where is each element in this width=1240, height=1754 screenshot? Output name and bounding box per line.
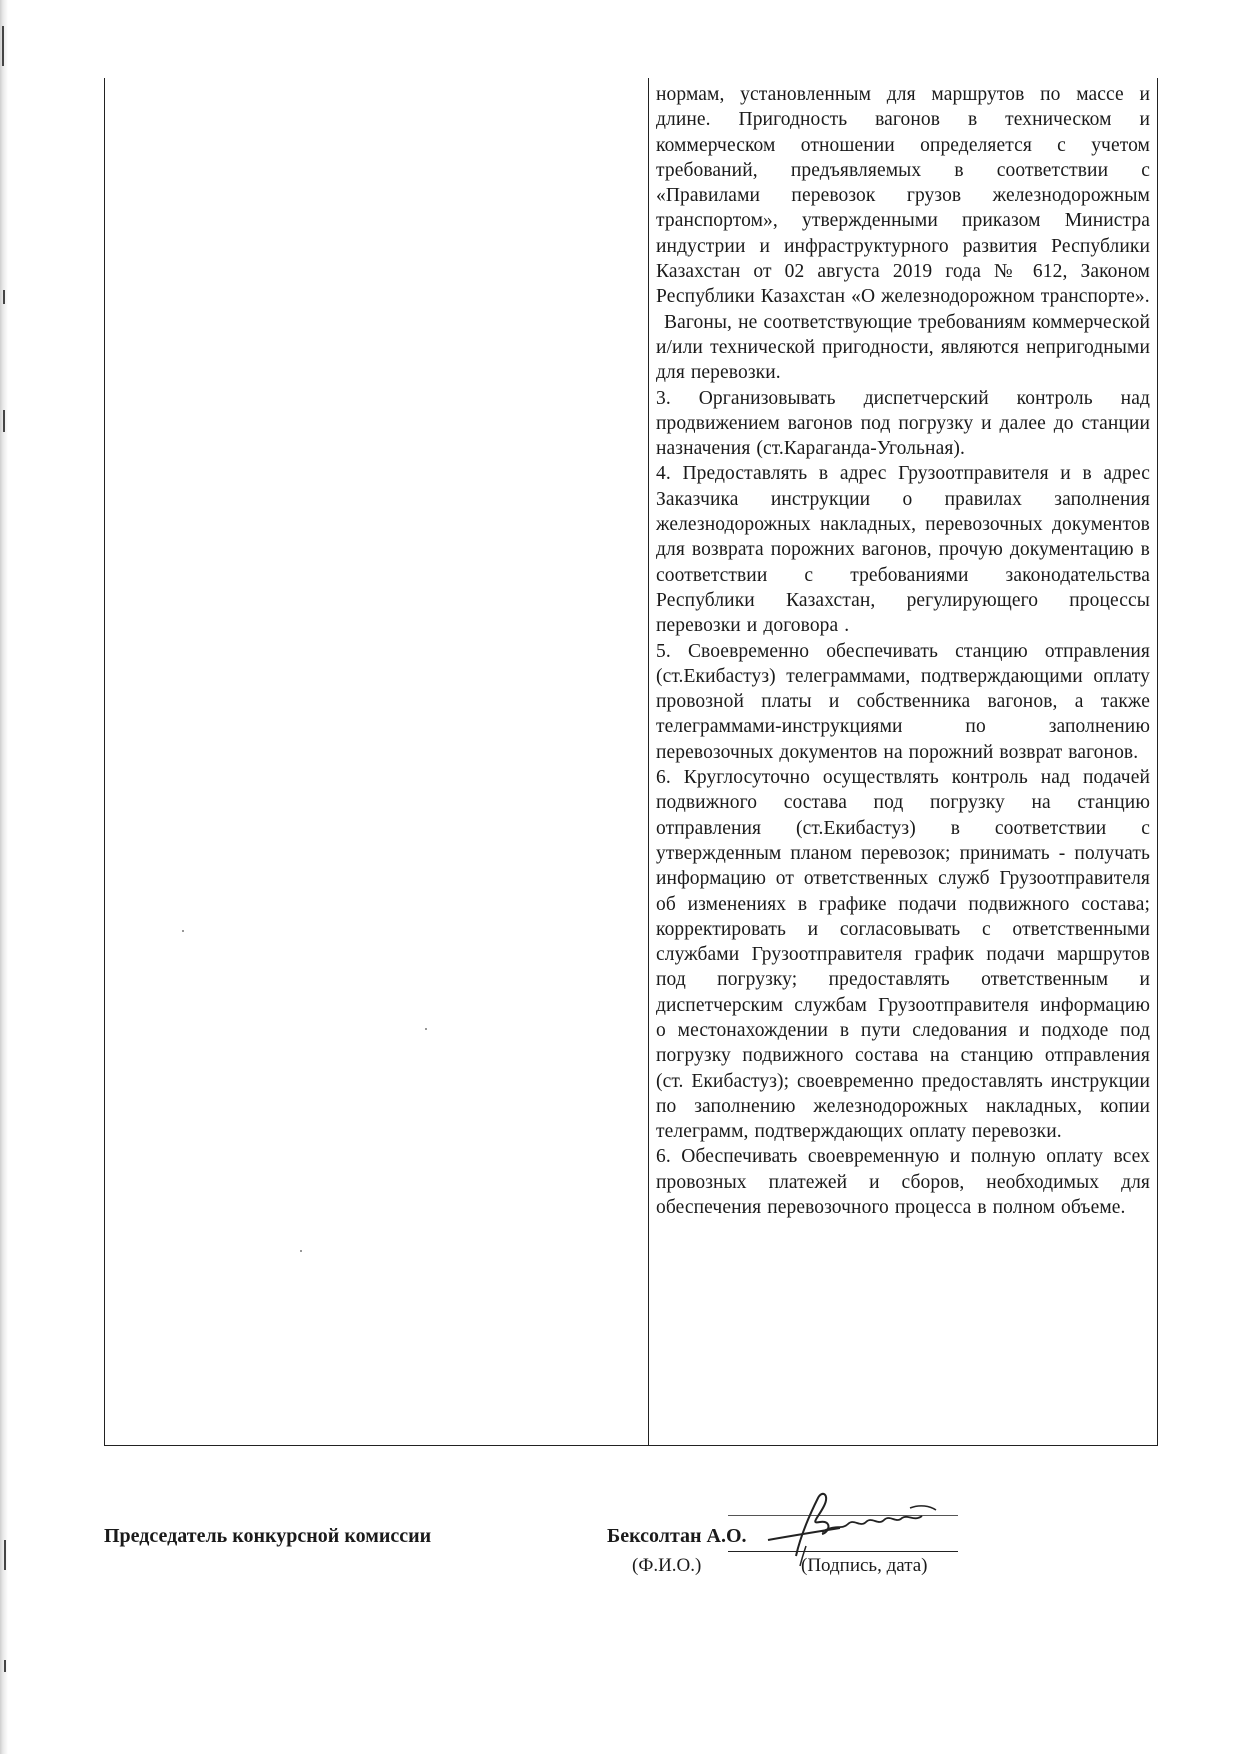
signature-caption: (Подпись, дата): [801, 1555, 928, 1576]
scan-edge-mark: [3, 410, 5, 432]
paragraph-item-3: 3. Организовывать диспетчерский контроль над продвижением вагонов под погрузку и далее до станции назначения (ст.Караганда-Угольная).: [656, 387, 1150, 460]
handwritten-signature: [760, 1488, 970, 1578]
scan-left-edge: [0, 0, 8, 1754]
paragraph-unfit-wagons: Вагоны, не соответствующие требованиям коммерческой и/или технической пригодности, являются непригодными для перевозки.: [656, 311, 1150, 384]
fio-caption: (Ф.И.О.): [632, 1555, 702, 1576]
scan-edge-mark: [4, 1540, 6, 1570]
scan-edge-mark: [3, 290, 5, 304]
chairman-name: Бексолтан А.О.: [607, 1525, 747, 1547]
paragraph-item-6-payment: 6. Обеспечивать своевременную и полную оплату всех провозных платежей и сборов, необходимых для обеспечения перевозочного процесса в полном объеме.: [656, 1146, 1150, 1219]
paragraph-item-5: 5. Своевременно обеспечивать станцию отправления (ст.Екибастуз) телеграммами, подтверждающими оплату провозной платы и собственника вагонов, а также телеграммами-инструкциями по заполнению перевозочных документов на порожний возврат вагонов.: [656, 640, 1150, 763]
table-right-cell: [656, 82, 1150, 1220]
chairman-title: Председатель конкурсной комиссии: [104, 1525, 432, 1547]
paragraph-item-6: 6. Круглосуточно осуществлять контроль над подачей подвижного состава под погрузку на станцию отправления (ст.Екибастуз) в соответствии с утвержденным планом перевозок; принимать - получать информацию от ответственных служб Грузоотправителя об изменениях в графике подачи подвижного состава; корректировать и согласовывать с ответственными службами Грузоотправителя график подачи маршрутов под погрузку; предоставлять ответственным и диспетчерским службам Грузоотправителя информацию о местонахождении в пути следования и подходе под погрузку подвижного состава на станцию отправления (ст. Екибастуз); своевременно предоставлять инструкции по заполнению железнодорожных накладных, копии телеграмм, подтверждающих оплату перевозки.: [656, 767, 1150, 1143]
scan-edge-mark: [2, 26, 4, 66]
scan-edge-mark: [4, 1660, 6, 1672]
paragraph-requirements: нормам, установленным для маршрутов по массе и длине. Пригодность вагонов в техническом и коммерческом отношении определяется с учетом требований, предъявляемых в соответствии с «Правилами перевозок грузов железнодорожным транспортом», утвержденными приказом Министра индустрии и инфраструктурного развития Республики Казахстан от 02 августа 2019 года № 612, Законом Республики Казахстан «О железнодорожном транспорте».: [656, 84, 1150, 308]
table-column-divider: [648, 78, 649, 1445]
document-table: [104, 78, 1158, 1446]
paragraph-item-4: 4. Предоставлять в адрес Грузоотправителя и в адрес Заказчика инструкции о правилах заполнения железнодорожных накладных, перевозочных документов для возврата порожних вагонов, прочую документацию в соответствии с требованиями законодательства Республики Казахстан, регулирующего процессы перевозки и договора .: [656, 463, 1150, 637]
